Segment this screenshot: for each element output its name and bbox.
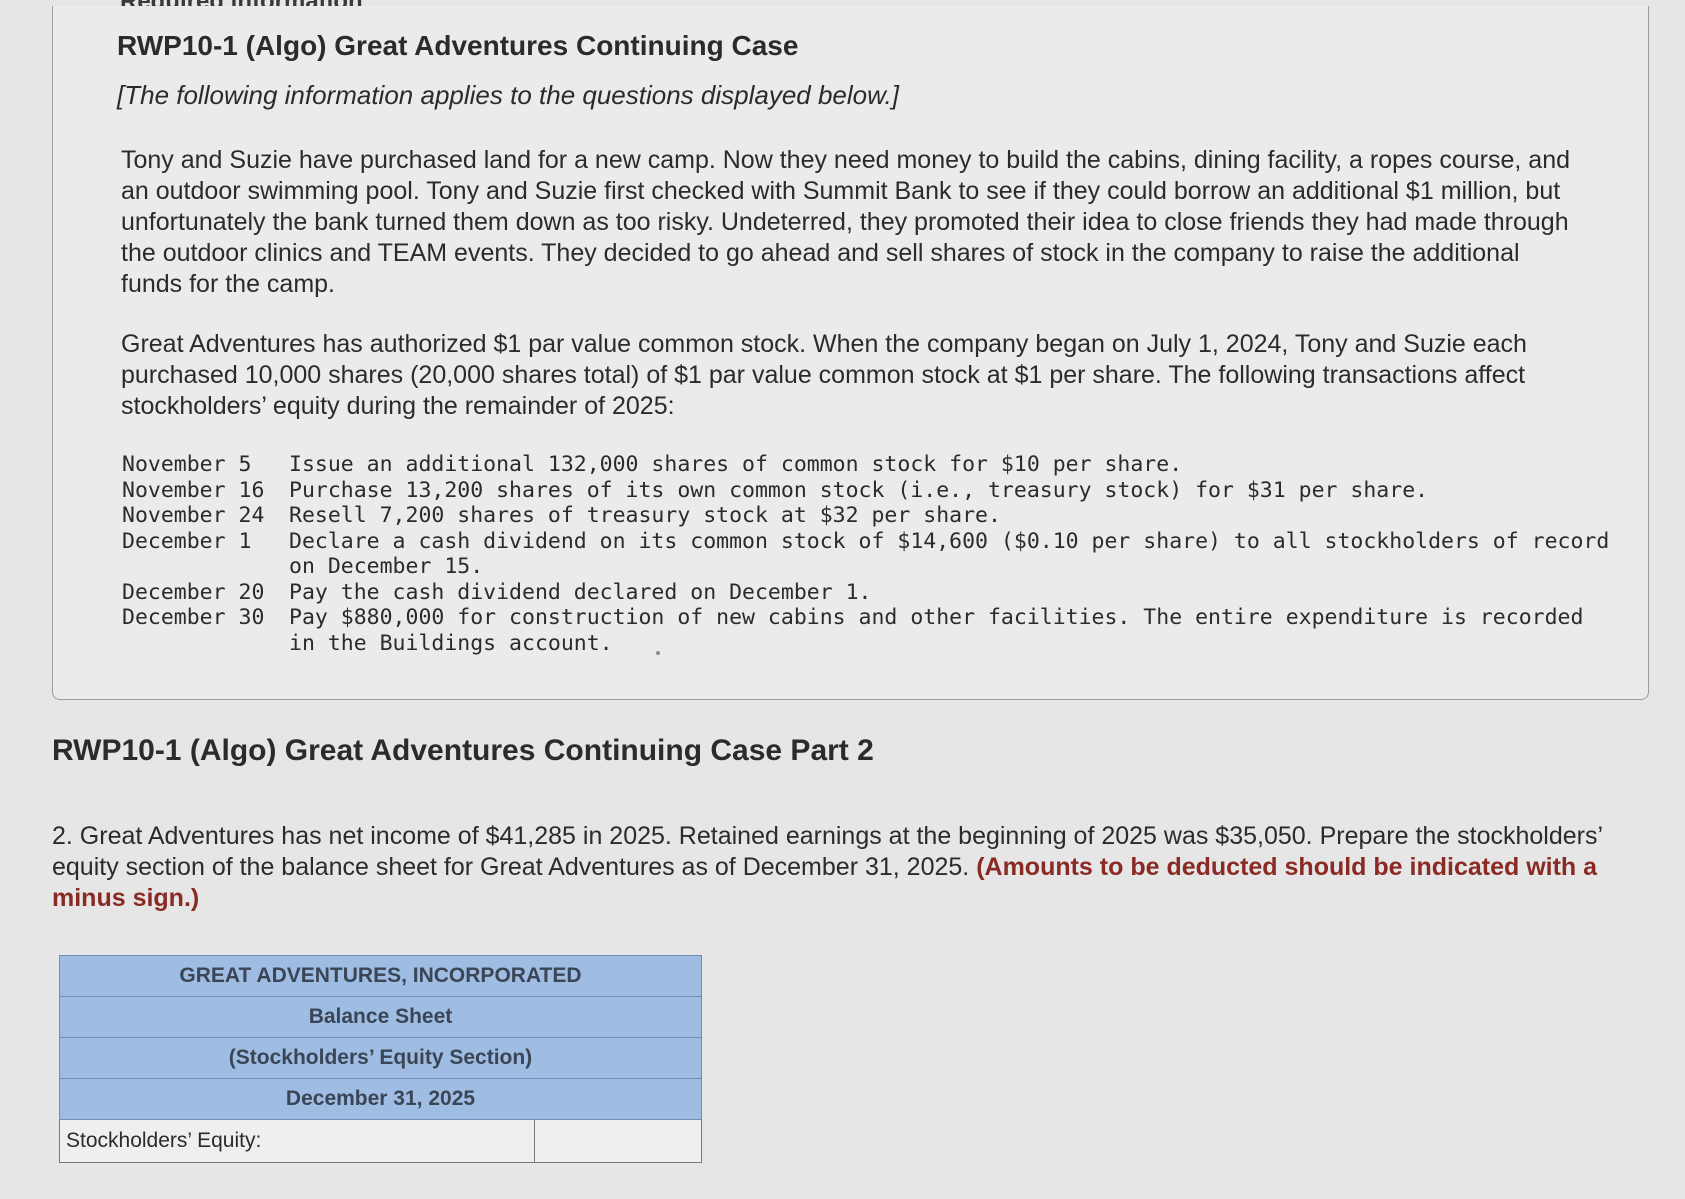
sheet-section-name: (Stockholders’ Equity Section) <box>60 1038 702 1079</box>
mouse-cursor-dot <box>656 651 660 655</box>
case-paragraph-2: Great Adventures has authorized $1 par value common stock. When the company began on July 1, 2024, Tony and Suzie each purchased 10,000 shares (20,000 shares total) of $1 par value common stock at $1 per share. The following transactions affect stockholders’ equity during the remainder of 2025: <box>121 330 1527 420</box>
sheet-statement-name: Balance Sheet <box>60 997 702 1038</box>
sheet-company-name: GREAT ADVENTURES, INCORPORATED <box>60 956 702 997</box>
transaction-date: December 1 <box>122 528 252 554</box>
question-emphasis: (Amounts to be deducted should be indicated with a minus sign.) <box>52 853 1598 912</box>
transaction-date: November 24 <box>122 503 265 528</box>
sheet-header-row <box>60 997 702 1038</box>
transaction-date: November 5 <box>122 452 252 477</box>
transaction-row <box>122 605 1619 656</box>
transaction-description: Declare a cash dividend on its common stock of $14,600 ($0.10 per share) to all stockholders of record on December 15. <box>289 528 1610 579</box>
balance-sheet-table <box>59 955 702 1163</box>
sheet-date: December 31, 2025 <box>60 1079 702 1120</box>
sheet-header-row <box>60 1038 702 1079</box>
transaction-description: Issue an additional 132,000 shares of common stock for $10 per share. <box>289 452 1183 477</box>
transaction-description: Purchase 13,200 shares of its own common stock (i.e., treasury stock) for $31 per share. <box>289 477 1429 503</box>
stockholders-equity-label[interactable]: Stockholders’ Equity: <box>60 1120 535 1163</box>
transaction-description: Pay $880,000 for construction of new cabins and other facilities. The entire expenditure is recorded in the Buildings account. <box>289 605 1584 656</box>
transaction-row <box>122 478 1619 504</box>
transaction-description: Resell 7,200 shares of treasury stock at $32 per share. <box>289 503 1001 528</box>
intro-note: [The following information applies to the questions displayed below.] <box>117 80 899 110</box>
transaction-row <box>122 503 1619 529</box>
question-text <box>52 821 1652 914</box>
question-body: 2. Great Adventures has net income of $41,285 in 2025. Retained earnings at the beginning of 2025 was $35,050. Prepare the stockholders’ equity section of the balance sheet for Great Adventures as of December 31, 2025. <box>52 822 1603 881</box>
transaction-date: November 16 <box>122 477 265 503</box>
sheet-header-row <box>60 956 702 997</box>
transaction-row <box>122 452 1619 478</box>
stockholders-equity-amount-input[interactable] <box>534 1120 701 1163</box>
sheet-header-row <box>60 1079 702 1120</box>
transactions-table <box>122 452 1619 656</box>
transaction-description: Pay the cash dividend declared on December 1. <box>289 579 872 605</box>
sheet-row <box>60 1120 702 1163</box>
transaction-row <box>122 580 1619 606</box>
part-title: RWP10-1 (Algo) Great Adventures Continuing Case Part 2 <box>52 734 874 767</box>
case-title: RWP10-1 (Algo) Great Adventures Continuing Case <box>117 30 799 61</box>
transaction-date: December 20 <box>122 579 265 605</box>
transaction-row <box>122 529 1619 580</box>
transaction-date: December 30 <box>122 605 265 630</box>
case-paragraph-1: Tony and Suzie have purchased land for a new camp. Now they need money to build the cabins, dining facility, a ropes course, and an outdoor swimming pool. Tony and Suzie first checked with Summit Bank to see if they could borrow an additional $1 million, but unfortunately the bank turned them down as too risky. Undeterred, they promoted their idea to close friends they had made through the outdoor clinics and TEAM events. They decided to go ahead and sell shares of stock in the company to raise the additional funds for the camp. <box>121 146 1571 298</box>
